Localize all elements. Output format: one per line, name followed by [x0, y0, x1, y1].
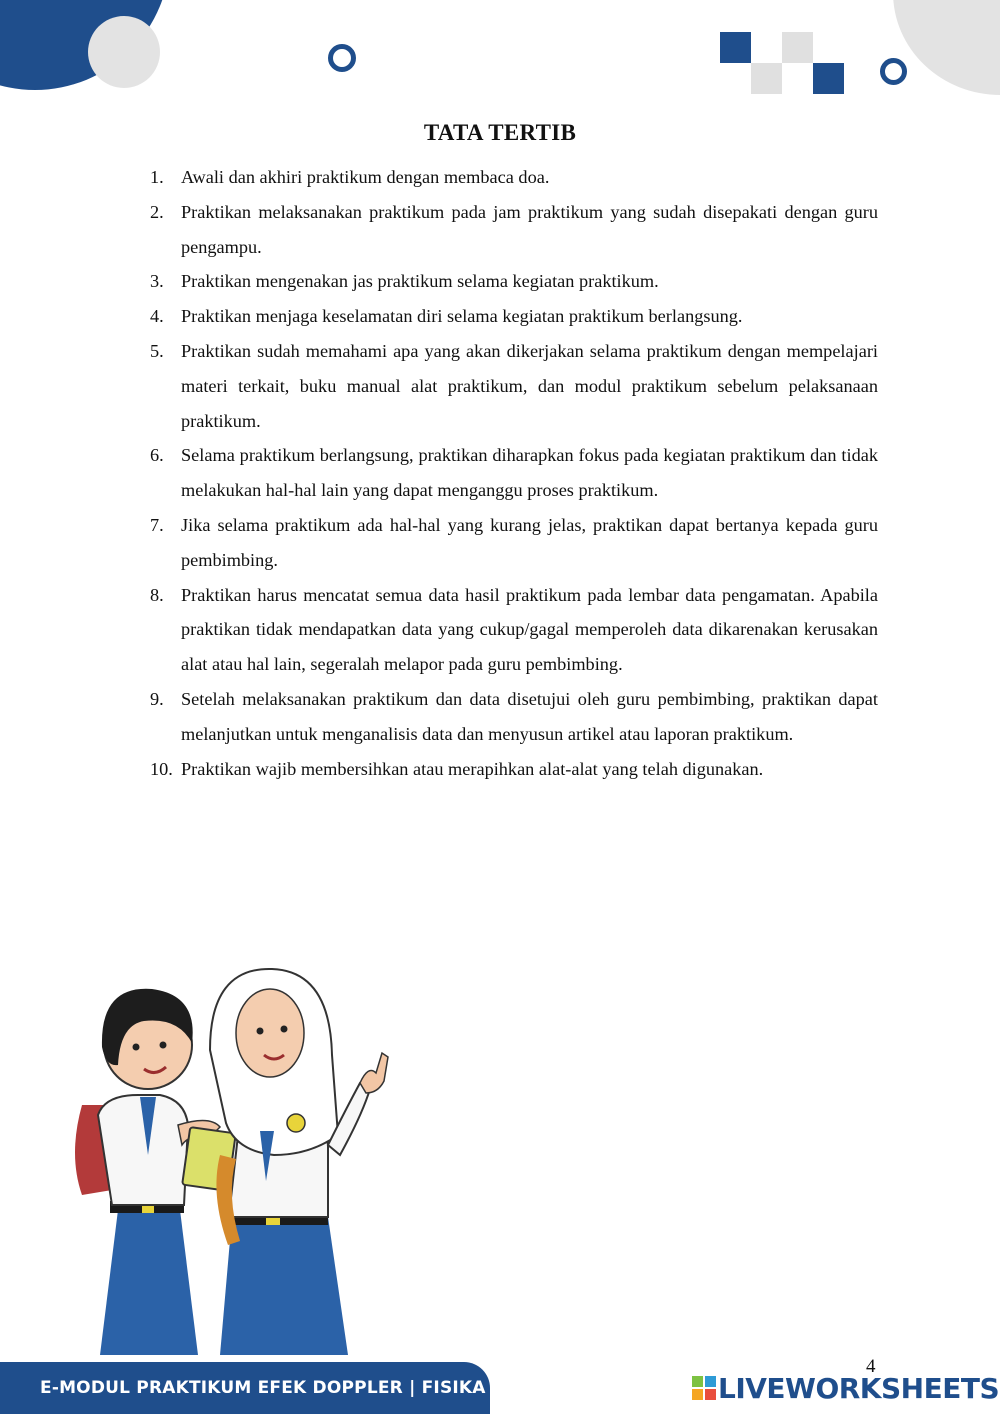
rule-text: Praktikan sudah memahami apa yang akan dikerjakan selama praktikum dengan mempelajari materi terkait, buku manual alat praktikum, dan modul praktikum sebelum pelaksanaan praktikum. — [181, 340, 878, 431]
rule-item — [150, 682, 878, 752]
rule-number: 3. — [150, 271, 164, 292]
rule-text: Praktikan mengenakan jas praktikum selama kegiatan praktikum. — [181, 271, 659, 292]
rule-item — [150, 752, 878, 787]
rule-item — [150, 438, 878, 508]
footer-label: E-MODUL PRAKTIKUM EFEK DOPPLER | FISIKA — [40, 1378, 486, 1398]
rule-item — [150, 264, 878, 299]
rule-item — [150, 578, 878, 682]
rule-number: 9. — [150, 688, 164, 709]
liveworksheets-watermark[interactable] — [692, 1371, 999, 1405]
rule-number: 1. — [150, 167, 164, 187]
rule-item — [150, 334, 878, 438]
rule-text: Praktikan melaksanakan praktikum pada jam praktikum yang sudah disepakati dengan guru pengampu. — [181, 201, 878, 257]
decor-blob-top-right — [893, 0, 1000, 95]
rule-text: Selama praktikum berlangsung, praktikan diharapkan fokus pada kegiatan praktikum dan tidak melakukan hal-hal lain yang dapat menganggu proses praktikum. — [181, 445, 878, 501]
rule-number: 8. — [150, 584, 164, 605]
decor-ring-left — [328, 44, 356, 72]
footer-bar — [0, 1362, 490, 1414]
rule-number: 7. — [150, 514, 164, 535]
rule-text: Jika selama praktikum ada hal-hal yang kurang jelas, praktikan dapat bertanya kepada guru pembimbing. — [181, 514, 878, 570]
rule-number: 2. — [150, 201, 164, 222]
decor-circle-grey — [88, 16, 160, 88]
rule-text: Praktikan harus mencatat semua data hasil praktikum pada lembar data pengamatan. Apabila praktikan tidak mendapatkan data yang cukup/gagal memperoleh data dikarenakan kerusakan alat atau hal lain, segeralah melapor pada guru pembimbing. — [181, 584, 878, 675]
decor-ring-right — [880, 58, 907, 85]
rule-item — [150, 508, 878, 578]
rule-text: Praktikan menjaga keselamatan diri selama kegiatan praktikum berlangsung. — [181, 306, 743, 327]
rule-item — [150, 299, 878, 334]
watermark-text: LIVEWORKSHEETS — [718, 1371, 1000, 1405]
rule-text: Praktikan wajib membersihkan atau merapihkan alat-alat yang telah digunakan. — [181, 758, 764, 779]
page-number: 4 — [866, 1356, 876, 1377]
rule-number: 10. — [150, 758, 173, 779]
rule-item — [150, 160, 878, 195]
rule-number: 6. — [150, 445, 164, 466]
rule-number: 4. — [150, 306, 164, 327]
liveworksheets-logo-icon — [692, 1376, 716, 1400]
rule-text: Awali dan akhiri praktikum dengan membaca doa. — [181, 167, 550, 187]
rule-item — [150, 195, 878, 265]
page-title: TATA TERTIB — [423, 120, 577, 145]
students-illustration — [60, 955, 400, 1365]
rule-text: Setelah melaksanakan praktikum dan data disetujui oleh guru pembimbing, praktikan dapat melanjutkan untuk menganalisis data dan menyusun artikel atau laporan praktikum. — [181, 688, 878, 744]
student-right — [210, 969, 388, 1355]
rule-number: 5. — [150, 340, 164, 361]
rules-list — [150, 160, 878, 786]
